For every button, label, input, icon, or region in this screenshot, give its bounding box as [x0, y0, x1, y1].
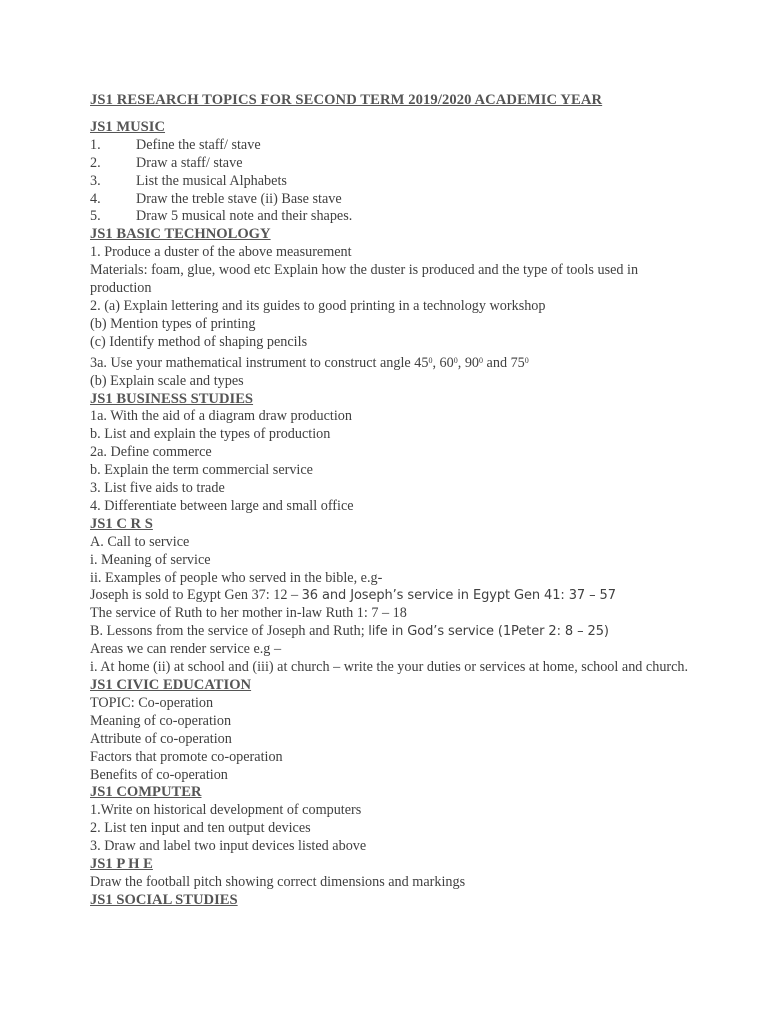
business-line: 2a. Define commerce [90, 444, 212, 461]
civic-education-heading: JS1 CIVIC EDUCATION [90, 677, 252, 693]
social-studies-heading: JS1 SOCIAL STUDIES [90, 891, 238, 908]
item-number: 1. [90, 136, 101, 153]
basic-tech-angle-line [90, 352, 690, 373]
computer-heading: JS1 COMPUTER [90, 784, 202, 801]
basic-tech-line: (b) Explain scale and types [90, 372, 244, 389]
document-title: JS1 RESEARCH TOPICS FOR SECOND TERM 2019/2020 ACADEMIC YEAR [90, 92, 603, 108]
business-line: b. List and explain the types of production [90, 426, 331, 443]
crs-text: life in God’s service (1Peter 2: 8 – 25) [368, 624, 609, 640]
basic-tech-line: (c) Identify method of shaping pencils [90, 333, 308, 350]
basic-tech-line: 2. (a) Explain lettering and its guides to good printing in a technology workshop [90, 297, 546, 314]
crs-text: B. Lessons from the service of Joseph and Ruth; [90, 623, 369, 640]
civic-line: Attribute of co-operation [90, 730, 232, 747]
music-item [90, 155, 690, 173]
basic-tech-line: (b) Mention types of printing [90, 315, 256, 332]
business-line: 3. List five aids to trade [90, 480, 225, 497]
angle-text: , 90 [457, 354, 479, 371]
civic-line: Benefits of co-operation [90, 766, 228, 783]
item-text: Draw the treble stave (ii) Base stave [136, 190, 342, 207]
phe-heading: JS1 P H E [90, 856, 153, 873]
business-line: b. Explain the term commercial service [90, 462, 313, 479]
item-text: Draw a staff/ stave [136, 154, 243, 171]
basic-tech-line: 1. Produce a duster of the above measurement [90, 244, 352, 261]
computer-line: 1.Write on historical development of computers [90, 802, 362, 819]
computer-line: 3. Draw and label two input devices listed above [90, 838, 367, 855]
business-line: 4. Differentiate between large and small office [90, 497, 354, 514]
music-item [90, 173, 690, 191]
business-line: 1a. With the aid of a diagram draw production [90, 408, 352, 425]
civic-line: Factors that promote co-operation [90, 748, 283, 765]
civic-line: Meaning of co-operation [90, 712, 232, 729]
item-number: 2. [90, 154, 101, 171]
crs-line [90, 623, 690, 641]
basic-technology-heading: JS1 BASIC TECHNOLOGY [90, 226, 271, 243]
basic-tech-line: Materials: foam, glue, wood etc Explain how the duster is produced and the type of tools used in production [90, 262, 639, 297]
degree-superscript: 0 [453, 355, 458, 365]
crs-text: Joseph is sold to Egypt Gen 37: 12 – [90, 587, 302, 604]
crs-line [90, 587, 690, 605]
business-studies-heading: JS1 BUSINESS STUDIES [90, 390, 254, 407]
crs-text: 36 and Joseph’s service in Egypt Gen 41: 37 – 57 [301, 588, 616, 604]
item-text: List the musical Alphabets [136, 172, 287, 189]
crs-line: The service of Ruth to her mother in-law Ruth 1: 7 – 18 [90, 605, 407, 622]
item-text: Draw 5 musical note and their shapes. [136, 208, 353, 225]
music-heading: JS1 MUSIC [90, 118, 166, 135]
crs-line: ii. Examples of people who served in the bible, e.g- [90, 569, 383, 586]
item-number: 3. [90, 172, 101, 189]
item-number: 4. [90, 190, 101, 207]
computer-line: 2. List ten input and ten output devices [90, 820, 311, 837]
crs-line: Areas we can render service e.g – [90, 641, 282, 658]
item-number: 5. [90, 208, 101, 225]
music-item [90, 191, 690, 209]
document-content [90, 92, 690, 910]
angle-text: , 60 [432, 354, 454, 371]
item-text: Define the staff/ stave [136, 136, 261, 153]
degree-superscript: 0 [524, 355, 529, 365]
crs-heading: JS1 C R S [90, 515, 153, 532]
civic-line: TOPIC: Co-operation [90, 694, 214, 711]
music-item [90, 208, 690, 226]
degree-superscript: 0 [428, 355, 433, 365]
crs-line: A. Call to service [90, 533, 190, 550]
angle-text: 3a. Use your mathematical instrument to construct angle 45 [90, 354, 429, 371]
angle-text: and 75 [483, 354, 525, 371]
degree-superscript: 0 [479, 355, 483, 365]
phe-line: Draw the football pitch showing correct dimensions and markings [90, 873, 466, 890]
crs-line: i. Meaning of service [90, 551, 211, 568]
crs-line: i. At home (ii) at school and (iii) at church – write the your duties or services at home, school and church. [90, 659, 689, 676]
music-item [90, 137, 690, 155]
